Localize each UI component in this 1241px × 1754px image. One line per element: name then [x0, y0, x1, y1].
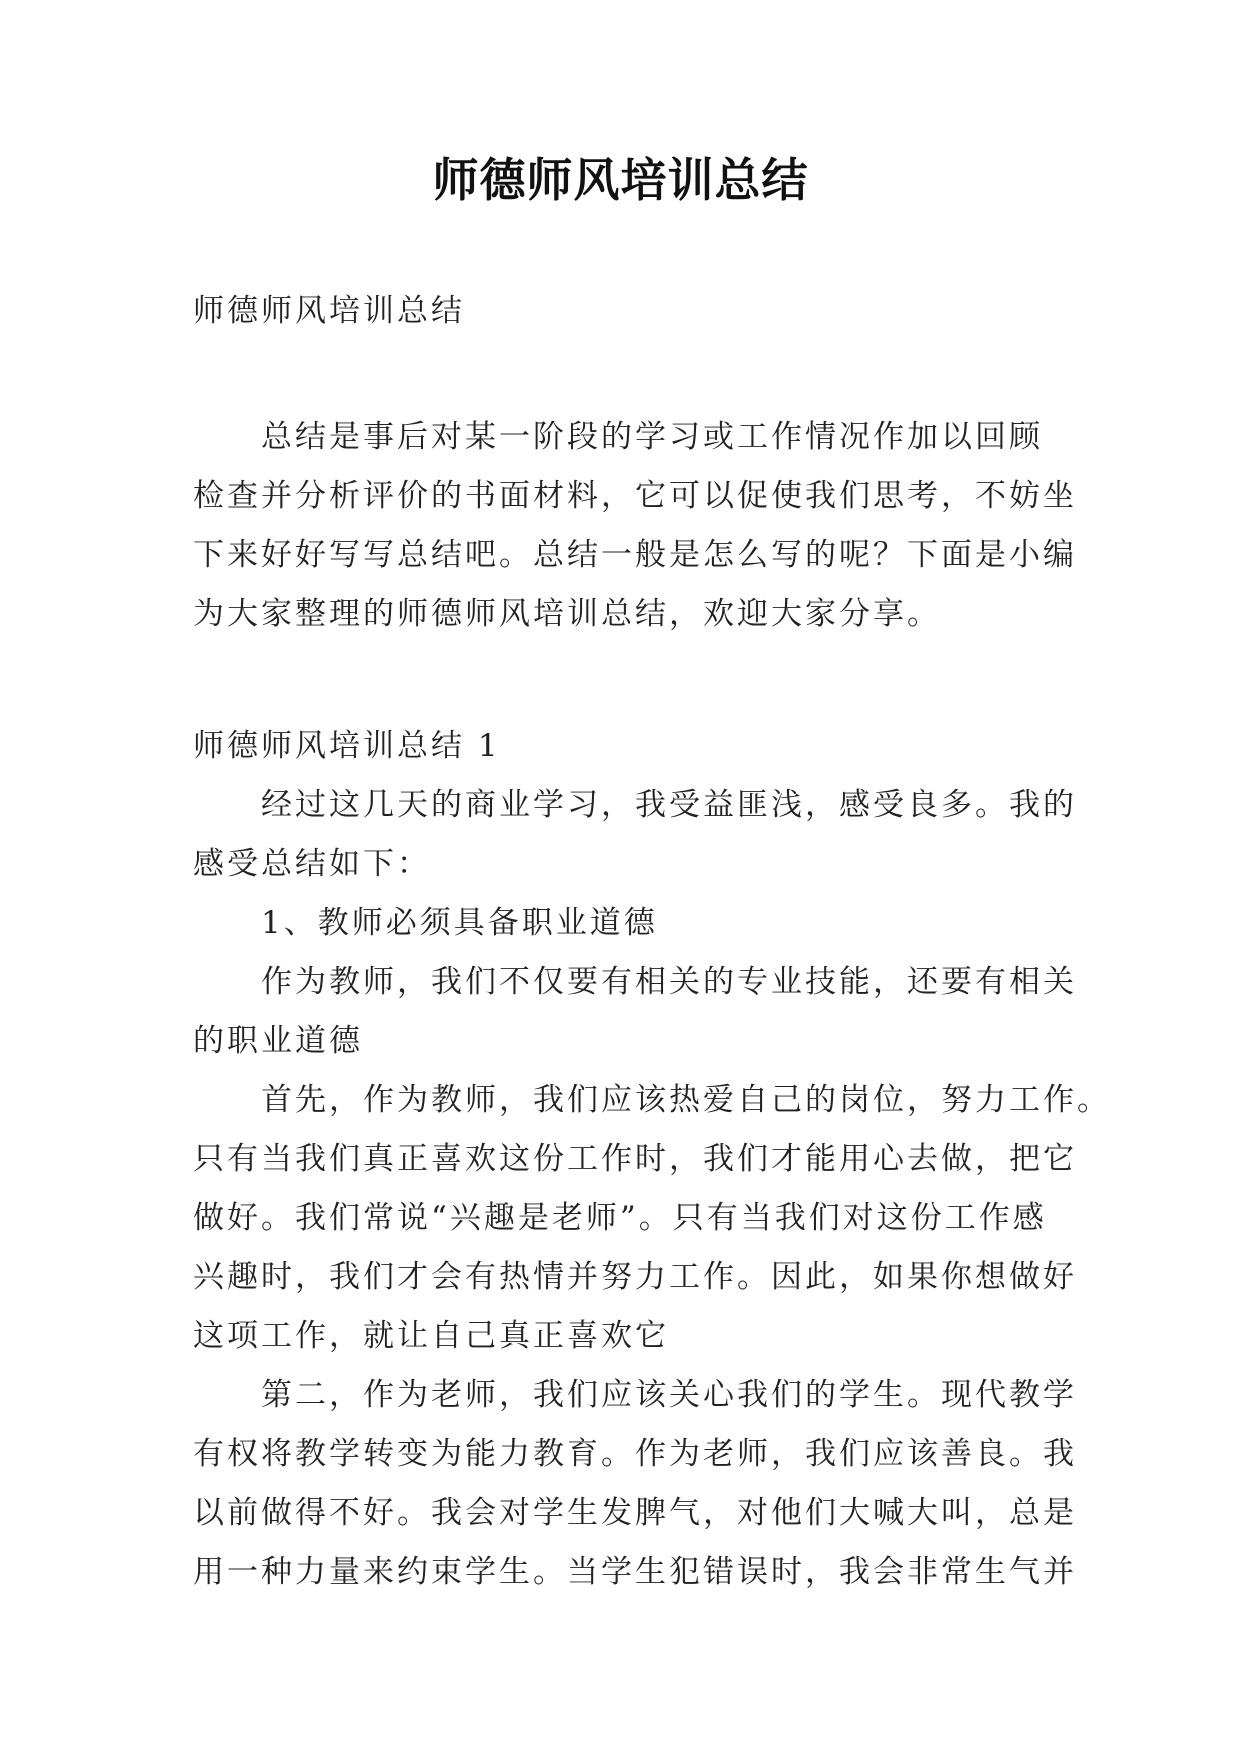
body-line: 兴趣时，我们才会有热情并努力工作。因此，如果你想做好: [193, 1259, 1077, 1295]
body-line: 有权将教学转变为能力教育。作为老师，我们应该善良。我: [193, 1436, 1077, 1472]
body-line: 用一种力量来约束学生。当学生犯错误时，我会非常生气并: [193, 1554, 1077, 1590]
document-body: [193, 282, 1111, 1602]
numbered-heading: 1、教师必须具备职业道德: [261, 905, 658, 941]
section-paragraph-second: [193, 1366, 1077, 1602]
body-line: 感受总结如下：: [193, 846, 431, 882]
intro-line: 为大家整理的师德师风培训总结，欢迎大家分享。: [193, 596, 941, 632]
document-title: 师德师风培训总结: [432, 153, 809, 207]
body-line: 只有当我们真正喜欢这份工作时，我们才能用心去做，把它: [193, 1141, 1077, 1177]
body-line: 作为教师，我们不仅要有相关的专业技能，还要有相关: [261, 964, 1077, 1000]
section-heading: 师德师风培训总结 1: [193, 728, 501, 764]
section-paragraph-experience: [193, 776, 1077, 894]
intro-line: 下来好好写写总结吧。总结一般是怎么写的呢？下面是小编: [193, 537, 1077, 573]
intro-line: 总结是事后对某一阶段的学习或工作情况作加以回顾: [261, 419, 1043, 455]
body-line: 这项工作，就让自己真正喜欢它: [193, 1318, 669, 1354]
intro-paragraph: [193, 408, 1077, 644]
body-line: 做好。我们常说“兴趣是老师”。只有当我们对这份工作感: [193, 1200, 1047, 1236]
body-line: 经过这几天的商业学习，我受益匪浅，感受良多。我的: [261, 787, 1077, 823]
section-paragraph-first: [193, 1071, 1111, 1366]
intro-line: 检查并分析评价的书面材料，它可以促使我们思考，不妨坐: [193, 478, 1077, 514]
body-line: 的职业道德: [193, 1023, 363, 1059]
body-line: 以前做得不好。我会对学生发脾气，对他们大喊大叫，总是: [193, 1495, 1077, 1531]
document-subtitle: 师德师风培训总结: [193, 293, 465, 329]
section-paragraph-ethics: [193, 953, 1077, 1071]
body-line: 第二，作为老师，我们应该关心我们的学生。现代教学: [261, 1377, 1077, 1413]
body-line: 首先，作为教师，我们应该热爱自己的岗位，努力工作。: [261, 1082, 1111, 1118]
